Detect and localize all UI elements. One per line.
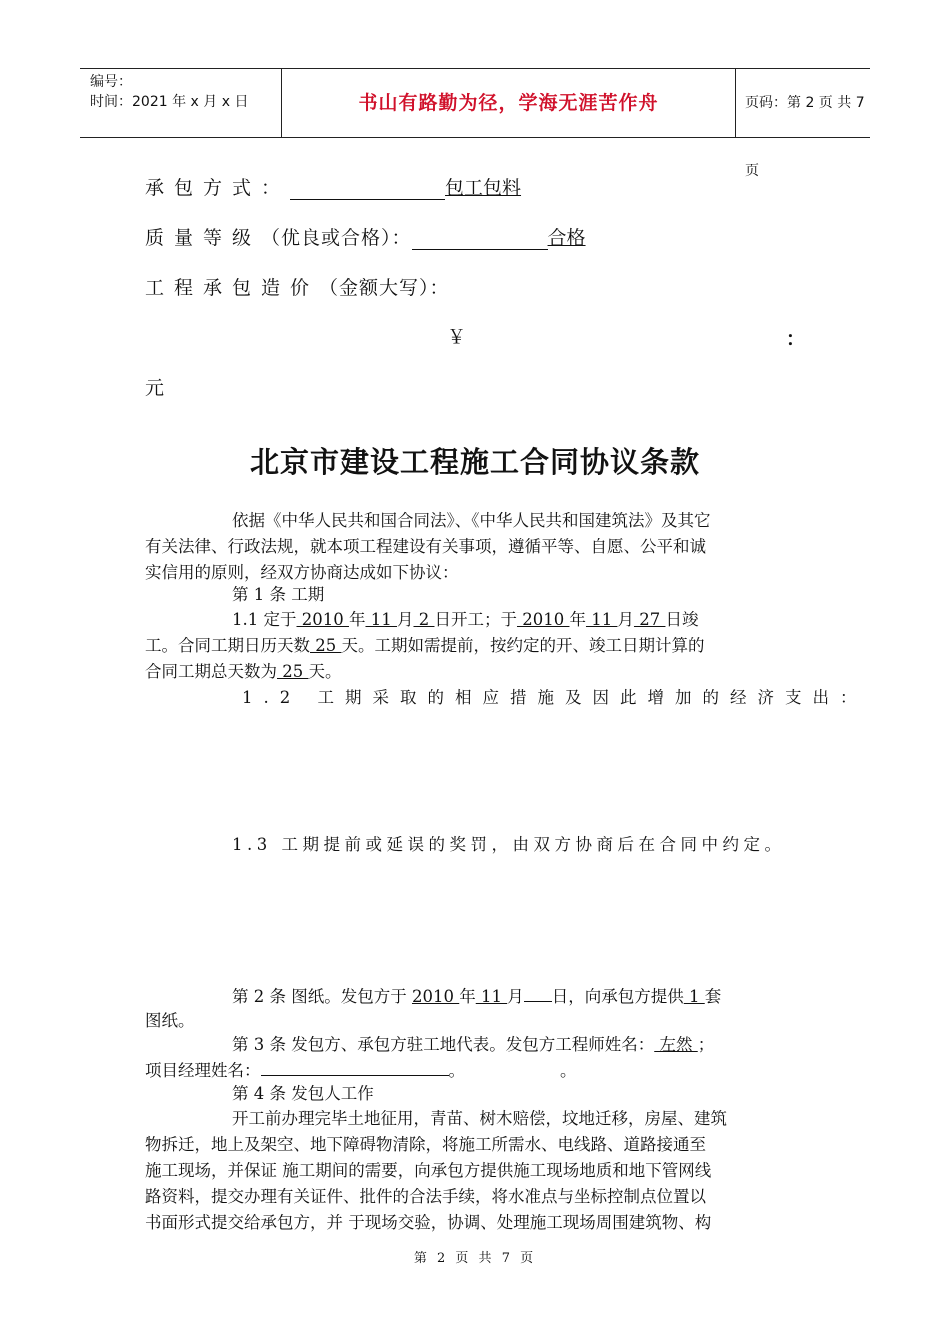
clause-text: 天。工期如需提前，按约定的开、竣工日期计算的 bbox=[341, 636, 705, 655]
price-label-main: 工程承包造价 bbox=[145, 277, 320, 299]
quality-value: 合格 bbox=[547, 227, 586, 249]
contract-mode-label: 承包方式： bbox=[145, 177, 291, 199]
price-field bbox=[145, 273, 450, 300]
header-motto: 书山有路勤为径，学海无涯苦作舟 bbox=[281, 69, 736, 137]
calendar-days: 25 bbox=[310, 636, 342, 655]
article-3-line-2 bbox=[145, 1057, 805, 1084]
end-month: 11 bbox=[585, 610, 618, 629]
yen-symbol: ￥ bbox=[447, 326, 467, 348]
price-colon: ： bbox=[786, 328, 806, 350]
total-days: 25 bbox=[277, 662, 309, 681]
clause-1-2: 1.2 工期采取的相应措施及因此增加的经济支出： bbox=[242, 688, 868, 707]
article-4-line-5: 书面形式提交给承包方，并 于现场交验，协调、处理施工现场周围建筑物、构 bbox=[145, 1213, 712, 1232]
clause-text: 合同工期总天数为 bbox=[145, 662, 277, 681]
intro-line-3: 实信用的原则，经双方协商达成如下协议： bbox=[145, 563, 459, 582]
page-footer: 第 2 页 共 7 页 bbox=[413, 1251, 537, 1266]
clause-1-1-line-2 bbox=[145, 633, 805, 659]
clause-text: 月 bbox=[507, 987, 524, 1006]
clause-text: 第 3 条 发包方、承包方驻工地代表。发包方工程师姓名： bbox=[232, 1035, 655, 1054]
article-2-line-1 bbox=[232, 983, 892, 1010]
intro-line-2: 有关法律、行政法规，就本项工程建设有关事项，遵循平等、自愿、公平和诚 bbox=[145, 537, 706, 556]
drawing-month: 11 bbox=[475, 987, 508, 1006]
clause-1-3: 1.3 工期提前或延误的奖罚，由双方协商后在合同中约定。 bbox=[232, 835, 786, 854]
clause-text: 项目经理姓名： bbox=[145, 1061, 261, 1080]
drawing-day-blank bbox=[524, 983, 552, 1002]
contract-mode-field bbox=[145, 173, 521, 200]
end-year: 2010 bbox=[516, 610, 570, 629]
article-4-line-3: 施工现场，并保证 施工期间的需要，向承包方提供施工现场地质和地下管网线 bbox=[145, 1161, 712, 1180]
header-meta bbox=[80, 69, 281, 137]
header-page-info: 页码：第 2 页 共 7 页 bbox=[745, 95, 865, 179]
article-3-line-1 bbox=[232, 1032, 892, 1058]
project-manager-blank bbox=[261, 1057, 449, 1076]
clause-1-1-line-3 bbox=[145, 659, 805, 685]
clause-text: 。 bbox=[448, 1061, 465, 1080]
clause-1-1-text: 1.1 定于 bbox=[232, 610, 297, 629]
clause-text: ； bbox=[697, 1035, 715, 1054]
clause-text: 月 bbox=[396, 610, 414, 629]
number-label: 编号： bbox=[90, 74, 132, 90]
engineer-name: 左然 bbox=[654, 1035, 698, 1054]
clause-text: 第 2 条 图纸。发包方于 bbox=[232, 987, 412, 1006]
contract-mode-blank bbox=[290, 177, 445, 200]
quality-label-paren: （优良或合格）： bbox=[261, 227, 412, 249]
start-day: 2 bbox=[413, 610, 435, 629]
quality-label-main: 质量等级 bbox=[145, 227, 262, 249]
clause-text: 。 bbox=[560, 1061, 577, 1080]
article-4-title: 第 4 条 发包人工作 bbox=[232, 1084, 374, 1103]
page-header bbox=[80, 68, 870, 179]
clause-text: 年 bbox=[569, 610, 586, 629]
yuan-unit: 元 bbox=[145, 377, 165, 399]
drawing-year: 2010 bbox=[411, 987, 460, 1006]
clause-text: 年 bbox=[348, 610, 366, 629]
article-4-line-4: 路资料，提交办理有关证件、批件的合法手续，将水准点与坐标控制点位置以 bbox=[145, 1187, 706, 1206]
clause-text: 天。 bbox=[308, 662, 342, 681]
article-4-line-2: 物拆迁，地上及架空、地下障碍物清除，将施工所需水、电线路、道路接通至 bbox=[145, 1135, 706, 1154]
time-label: 时间：2021 年 x 月 x 日 bbox=[90, 94, 249, 110]
article-1-title: 第 1 条 工期 bbox=[232, 585, 325, 604]
quality-blank bbox=[412, 227, 548, 250]
clause-text: 日开工；于 bbox=[434, 610, 517, 629]
article-2-line-2: 图纸。 bbox=[145, 1011, 195, 1030]
article-4-line-1: 开工前办理完毕土地征用，青苗、树木赔偿，坟地迁移，房屋、建筑 bbox=[232, 1109, 727, 1128]
clause-text: 工。合同工期日历天数 bbox=[145, 636, 310, 655]
clause-text: 年 bbox=[459, 987, 476, 1006]
clause-text: 日，向承包方提供 bbox=[551, 987, 684, 1006]
quality-field bbox=[145, 223, 586, 250]
end-day: 27 bbox=[633, 610, 666, 629]
clause-text: 日竣 bbox=[665, 610, 699, 629]
intro-line-1: 依据《中华人民共和国合同法》、《中华人民共和国建筑法》及其它 bbox=[232, 511, 711, 530]
price-label-paren: （金额大写）： bbox=[319, 277, 450, 299]
drawing-sets: 1 bbox=[683, 987, 705, 1006]
clause-1-1-line-1 bbox=[232, 607, 892, 633]
clause-text: 月 bbox=[617, 610, 634, 629]
start-month: 11 bbox=[365, 610, 397, 629]
document-title: 北京市建设工程施工合同协议条款 bbox=[249, 445, 700, 479]
start-year: 2010 bbox=[296, 610, 349, 629]
contract-mode-value: 包工包料 bbox=[445, 177, 522, 199]
clause-text: 套 bbox=[704, 987, 722, 1006]
